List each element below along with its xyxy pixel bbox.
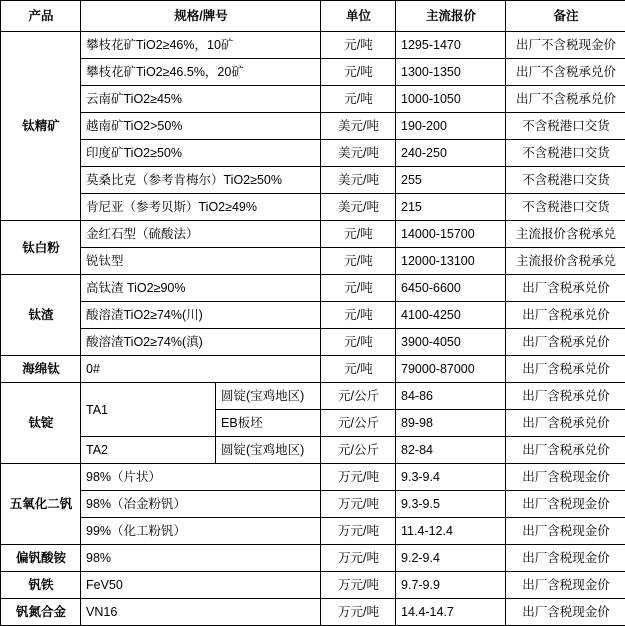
- note-cell: 出厂含税现金价: [506, 464, 625, 491]
- price-cell: 9.2-9.4: [396, 545, 506, 572]
- note-cell: 不含税港口交货: [506, 140, 625, 167]
- note-cell: 出厂含税承兑价: [506, 383, 625, 410]
- unit-cell: 元/吨: [321, 248, 396, 275]
- price-cell: 4100-4250: [396, 302, 506, 329]
- spec-grade-cell: 金红石型（硫酸法）: [81, 221, 321, 248]
- spec-grade-cell: TA2: [81, 437, 216, 464]
- product-category-cell: 五氧化二钒: [1, 464, 81, 545]
- spec-grade-cell: TA1: [81, 383, 216, 437]
- table-row: [1, 113, 625, 140]
- unit-cell: 美元/吨: [321, 140, 396, 167]
- spec-grade-cell: 攀枝花矿TiO2≥46.5%，20矿: [81, 59, 321, 86]
- note-cell: 出厂含税承兑价: [506, 275, 625, 302]
- note-cell: 出厂含税现金价: [506, 518, 625, 545]
- note-cell: 出厂含税承兑价: [506, 302, 625, 329]
- spec-grade-cell: 99%（化工粉钒）: [81, 518, 321, 545]
- price-cell: 1295-1470: [396, 32, 506, 59]
- spec-form-cell: EB板坯: [216, 410, 321, 437]
- column-header-unit: 单位: [321, 1, 396, 32]
- product-category-cell: 钛精矿: [1, 32, 81, 221]
- table-header-row: [1, 1, 625, 32]
- price-cell: 9.3-9.4: [396, 464, 506, 491]
- price-cell: 3900-4050: [396, 329, 506, 356]
- unit-cell: 美元/吨: [321, 113, 396, 140]
- unit-cell: 万元/吨: [321, 545, 396, 572]
- price-cell: 14.4-14.7: [396, 599, 506, 626]
- unit-cell: 元/吨: [321, 59, 396, 86]
- spec-grade-cell: 酸溶渣TiO2≥74%(滇): [81, 329, 321, 356]
- price-cell: 89-98: [396, 410, 506, 437]
- unit-cell: 元/吨: [321, 302, 396, 329]
- price-cell: 9.7-9.9: [396, 572, 506, 599]
- note-cell: 出厂不含税承兑价: [506, 59, 625, 86]
- product-category-cell: 钛白粉: [1, 221, 81, 275]
- spec-grade-cell: 98%: [81, 545, 321, 572]
- unit-cell: 万元/吨: [321, 464, 396, 491]
- unit-cell: 元/吨: [321, 329, 396, 356]
- spec-grade-cell: VN16: [81, 599, 321, 626]
- spec-grade-cell: FeV50: [81, 572, 321, 599]
- table-row: [1, 221, 625, 248]
- table-row: [1, 275, 625, 302]
- price-cell: 9.3-9.5: [396, 491, 506, 518]
- price-cell: 1300-1350: [396, 59, 506, 86]
- note-cell: 不含税港口交货: [506, 167, 625, 194]
- unit-cell: 万元/吨: [321, 572, 396, 599]
- price-cell: 84-86: [396, 383, 506, 410]
- note-cell: 出厂含税承兑价: [506, 329, 625, 356]
- table-row: [1, 518, 625, 545]
- table-row: [1, 464, 625, 491]
- spec-grade-cell: 莫桑比克（参考肯梅尔）TiO2≥50%: [81, 167, 321, 194]
- spec-form-cell: 圆锭(宝鸡地区): [216, 383, 321, 410]
- price-cell: 14000-15700: [396, 221, 506, 248]
- price-cell: 190-200: [396, 113, 506, 140]
- note-cell: 出厂含税现金价: [506, 572, 625, 599]
- unit-cell: 元/吨: [321, 221, 396, 248]
- spec-grade-cell: 98%（片状）: [81, 464, 321, 491]
- table-row: [1, 194, 625, 221]
- note-cell: 出厂含税现金价: [506, 545, 625, 572]
- note-cell: 出厂含税现金价: [506, 599, 625, 626]
- product-category-cell: 偏钒酸铵: [1, 545, 81, 572]
- column-header-product: 产品: [1, 1, 81, 32]
- unit-cell: 万元/吨: [321, 491, 396, 518]
- table-row: [1, 167, 625, 194]
- table-row: [1, 140, 625, 167]
- spec-grade-cell: 攀枝花矿TiO2≥46%，10矿: [81, 32, 321, 59]
- table-row: [1, 329, 625, 356]
- note-cell: 主流报价含税承兑: [506, 248, 625, 275]
- price-cell: 1000-1050: [396, 86, 506, 113]
- spec-form-cell: 圆锭(宝鸡地区): [216, 437, 321, 464]
- unit-cell: 元/公斤: [321, 437, 396, 464]
- spec-grade-cell: 酸溶渣TiO2≥74%(川): [81, 302, 321, 329]
- unit-cell: 万元/吨: [321, 518, 396, 545]
- spec-grade-cell: 肯尼亚（参考贝斯）TiO2≥49%: [81, 194, 321, 221]
- table-row: [1, 302, 625, 329]
- unit-cell: 万元/吨: [321, 599, 396, 626]
- unit-cell: 美元/吨: [321, 167, 396, 194]
- unit-cell: 元/吨: [321, 275, 396, 302]
- spec-grade-cell: 高钛渣 TiO2≥90%: [81, 275, 321, 302]
- table-row: [1, 59, 625, 86]
- price-cell: 11.4-12.4: [396, 518, 506, 545]
- table-row: [1, 32, 625, 59]
- unit-cell: 元/公斤: [321, 383, 396, 410]
- price-cell: 255: [396, 167, 506, 194]
- note-cell: 出厂含税承兑价: [506, 437, 625, 464]
- unit-cell: 元/公斤: [321, 410, 396, 437]
- note-cell: 不含税港口交货: [506, 194, 625, 221]
- unit-cell: 元/吨: [321, 32, 396, 59]
- spec-grade-cell: 98%（冶金粉钒）: [81, 491, 321, 518]
- price-cell: 79000-87000: [396, 356, 506, 383]
- product-category-cell: 钒铁: [1, 572, 81, 599]
- table-body: [1, 32, 625, 626]
- price-cell: 82-84: [396, 437, 506, 464]
- unit-cell: 元/吨: [321, 356, 396, 383]
- spec-grade-cell: 0#: [81, 356, 321, 383]
- unit-cell: 元/吨: [321, 86, 396, 113]
- price-cell: 6450-6600: [396, 275, 506, 302]
- note-cell: 主流报价含税承兑: [506, 221, 625, 248]
- unit-cell: 美元/吨: [321, 194, 396, 221]
- product-category-cell: 钒氮合金: [1, 599, 81, 626]
- note-cell: 出厂含税现金价: [506, 491, 625, 518]
- price-cell: 215: [396, 194, 506, 221]
- product-category-cell: 钛渣: [1, 275, 81, 356]
- table-row: [1, 491, 625, 518]
- spec-grade-cell: 印度矿TiO2≥50%: [81, 140, 321, 167]
- price-cell: 240-250: [396, 140, 506, 167]
- price-cell: 12000-13100: [396, 248, 506, 275]
- table-row: [1, 356, 625, 383]
- table-row: [1, 599, 625, 626]
- note-cell: 出厂含税承兑价: [506, 356, 625, 383]
- spec-grade-cell: 锐钛型: [81, 248, 321, 275]
- column-header-price: 主流报价: [396, 1, 506, 32]
- note-cell: 出厂不含税现金价: [506, 32, 625, 59]
- column-header-note: 备注: [506, 1, 625, 32]
- table-row: [1, 86, 625, 113]
- note-cell: 不含税港口交货: [506, 113, 625, 140]
- spec-grade-cell: 越南矿TiO2>50%: [81, 113, 321, 140]
- table-row: [1, 383, 625, 410]
- note-cell: 出厂不含税承兑价: [506, 86, 625, 113]
- note-cell: 出厂含税承兑价: [506, 410, 625, 437]
- product-category-cell: 钛锭: [1, 383, 81, 464]
- column-header-spec: 规格/牌号: [81, 1, 321, 32]
- table-row: [1, 248, 625, 275]
- product-category-cell: 海绵钛: [1, 356, 81, 383]
- table-row: [1, 545, 625, 572]
- table-row: [1, 437, 625, 464]
- spec-grade-cell: 云南矿TiO2≥45%: [81, 86, 321, 113]
- table-row: [1, 572, 625, 599]
